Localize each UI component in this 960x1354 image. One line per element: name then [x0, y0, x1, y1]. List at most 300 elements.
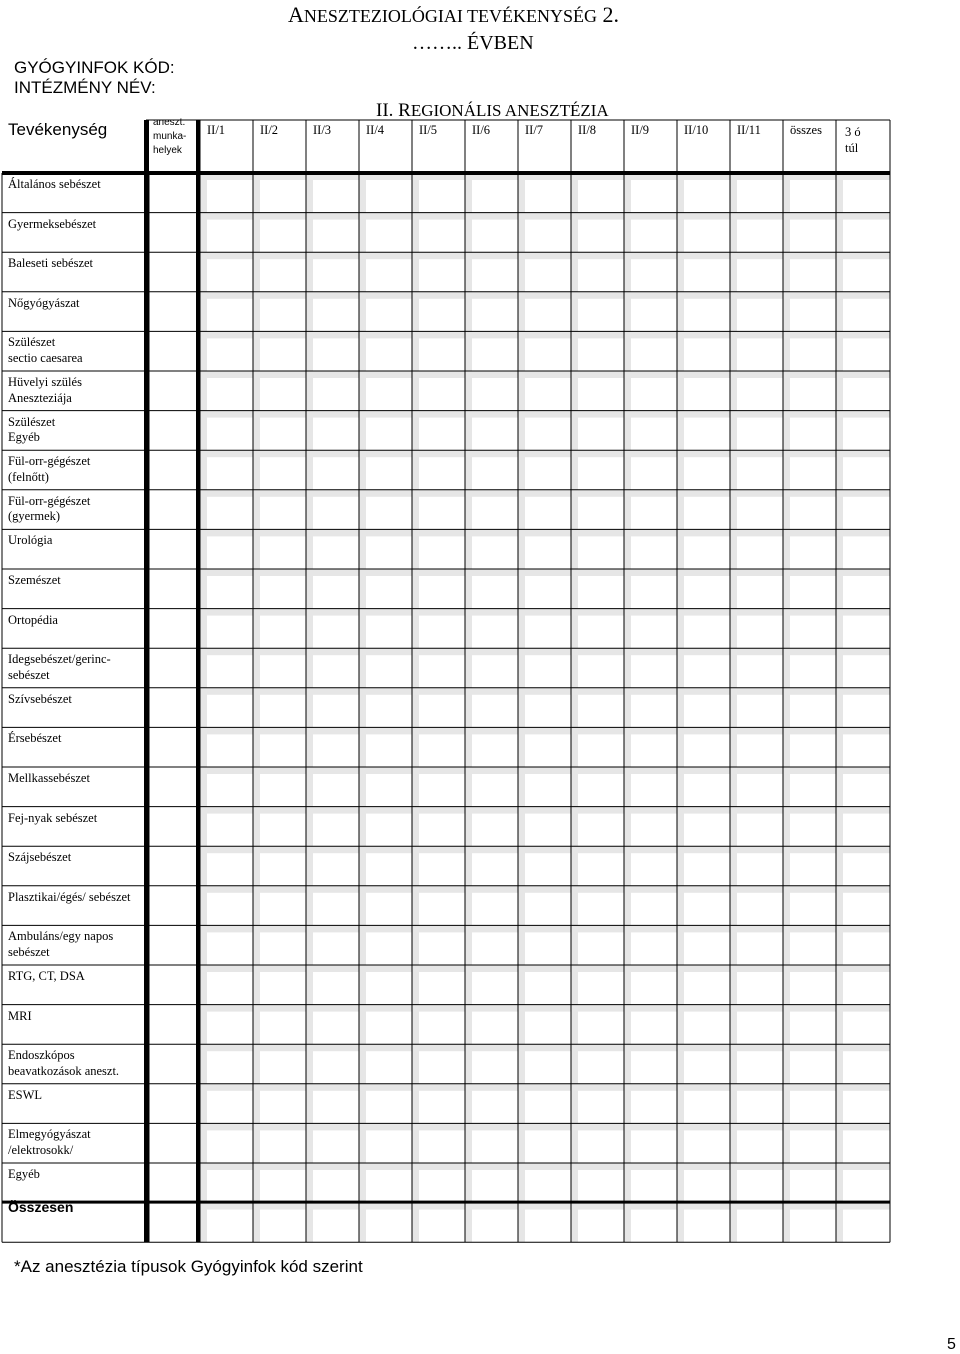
cell-box — [790, 774, 836, 807]
cell-box — [843, 616, 890, 649]
cell-box — [578, 259, 624, 292]
cell-box — [578, 1012, 624, 1045]
column-header: II/1 — [207, 123, 226, 137]
cell-box — [366, 536, 412, 569]
cell-box — [684, 536, 730, 569]
cell-box — [313, 734, 359, 767]
cell-box — [737, 814, 783, 847]
cell-box — [790, 1091, 836, 1124]
cell-box — [525, 378, 571, 411]
page-title: ANESZTEZIOLÓGIAI TEVÉKENYSÉG 2. — [288, 2, 620, 27]
cell-box — [578, 972, 624, 1005]
row-label — [8, 613, 58, 629]
cell-box — [790, 972, 836, 1005]
cell-box — [631, 180, 677, 213]
cell-box — [419, 774, 465, 807]
cell-box — [472, 932, 518, 965]
cell-box — [737, 616, 783, 649]
cell-box — [419, 695, 465, 728]
cell-box — [790, 299, 836, 332]
row-label-line: Gyermeksebészet — [8, 216, 97, 231]
cell-box — [366, 338, 412, 371]
cell-box — [525, 972, 571, 1005]
cell-box — [260, 1012, 306, 1045]
cell-box — [737, 497, 783, 530]
cell-box — [843, 814, 890, 847]
row-label-line: Fej-nyak sebészet — [8, 810, 98, 825]
row-label-line: Endoszkópos — [8, 1048, 75, 1063]
cell-box — [578, 457, 624, 490]
cell-box — [207, 1170, 253, 1203]
total-top-border — [2, 1201, 890, 1204]
cell-box — [790, 220, 836, 253]
cell-box — [631, 338, 677, 371]
cell-box — [684, 457, 730, 490]
cell-box — [790, 616, 836, 649]
cell-box — [790, 655, 836, 688]
cell-box — [631, 536, 677, 569]
row-label — [8, 454, 90, 485]
cell-box — [843, 774, 890, 807]
row-label-line: Szemészet — [8, 573, 61, 587]
row-label-line: Szívsebészet — [8, 691, 72, 706]
cell-box — [525, 932, 571, 965]
row-label — [8, 1167, 40, 1183]
cell-box — [366, 1170, 412, 1203]
total-row-label: Összesen — [8, 1199, 74, 1215]
row-label-line: Nőgyógyászat — [8, 295, 80, 310]
cell-box — [578, 299, 624, 332]
cell-box — [578, 378, 624, 411]
cell-box — [790, 378, 836, 411]
cell-box — [684, 655, 730, 688]
cell-box — [790, 893, 836, 926]
cell-box — [578, 1170, 624, 1203]
cell-box — [631, 734, 677, 767]
cell-box — [578, 893, 624, 926]
row-label-line: Baleseti sebészet — [8, 256, 94, 271]
cell-box — [472, 893, 518, 926]
cell-box — [207, 259, 253, 292]
cell-box — [737, 1012, 783, 1045]
cell-box — [737, 1210, 783, 1243]
cell-box — [313, 338, 359, 371]
cell-box — [684, 1170, 730, 1203]
row-label-line: Egyéb — [8, 1167, 40, 1181]
cell-box — [260, 418, 306, 451]
code-label: GYÓGYINFOK KÓD: — [14, 58, 175, 77]
row-label — [8, 573, 61, 589]
row-label — [8, 1009, 32, 1025]
cell-box — [843, 259, 890, 292]
row-label-line: sectio caesarea — [8, 350, 83, 365]
cell-box — [260, 220, 306, 253]
cell-box — [207, 1012, 253, 1045]
cell-box — [313, 220, 359, 253]
cell-box — [260, 695, 306, 728]
cell-box — [790, 259, 836, 292]
cell-box — [525, 180, 571, 213]
cell-box — [737, 1091, 783, 1124]
cell-box — [207, 497, 253, 530]
cell-box — [260, 893, 306, 926]
row-label — [8, 375, 82, 406]
cell-box — [790, 180, 836, 213]
cell-box — [631, 932, 677, 965]
cell-box — [260, 457, 306, 490]
cell-box — [260, 299, 306, 332]
year-line: …….. ÉVBEN — [412, 32, 534, 54]
footnote: *Az anesztézia típusok Gyógyinfok kód szerint — [14, 1257, 363, 1276]
cell-box — [525, 1170, 571, 1203]
cell-box — [525, 1091, 571, 1124]
cell-box — [419, 893, 465, 926]
cell-box — [631, 418, 677, 451]
cell-box — [260, 1091, 306, 1124]
row-label — [8, 969, 85, 985]
cell-box — [419, 497, 465, 530]
cell-box — [472, 616, 518, 649]
cell-box — [790, 497, 836, 530]
cell-box — [207, 1210, 253, 1243]
cell-box — [419, 972, 465, 1005]
column-header: II/7 — [525, 123, 544, 137]
cell-box — [843, 1091, 890, 1124]
row-label — [8, 929, 113, 960]
cell-box — [525, 734, 571, 767]
cell-box — [207, 1051, 253, 1084]
cell-box — [684, 616, 730, 649]
cell-box — [578, 1051, 624, 1084]
cell-box — [578, 774, 624, 807]
cell-box — [419, 655, 465, 688]
cell-box — [631, 1170, 677, 1203]
cell-box — [366, 1130, 412, 1163]
institution-label: INTÉZMÉNY NÉV: — [14, 78, 156, 97]
cell-box — [737, 220, 783, 253]
cell-box — [260, 616, 306, 649]
workplaces-header: aneszt. munka- helyek — [153, 117, 187, 156]
cell-box — [631, 220, 677, 253]
column-header: II/3 — [313, 123, 332, 137]
cell-box — [631, 893, 677, 926]
cell-box — [366, 576, 412, 609]
cell-box — [525, 497, 571, 530]
cell-box — [578, 338, 624, 371]
cell-box — [366, 972, 412, 1005]
cell-box — [790, 814, 836, 847]
cell-box — [419, 1012, 465, 1045]
cell-box — [472, 338, 518, 371]
cell-box — [843, 1012, 890, 1045]
cell-box — [578, 853, 624, 886]
row-label-line: (felnőtt) — [8, 469, 49, 484]
column-header: II/11 — [737, 123, 761, 137]
cell-box — [684, 418, 730, 451]
column-header: II/9 — [631, 123, 650, 137]
cell-box — [313, 932, 359, 965]
row-label-line: Fül-orr-gégészet — [8, 493, 91, 508]
cell-box — [737, 774, 783, 807]
cell-box — [843, 457, 890, 490]
cell-box — [525, 576, 571, 609]
cell-box — [843, 655, 890, 688]
cell-box — [684, 1091, 730, 1124]
cell-box — [419, 1091, 465, 1124]
row-label — [8, 731, 61, 747]
cell-box — [737, 1170, 783, 1203]
cell-box — [631, 457, 677, 490]
cell-box — [472, 299, 518, 332]
cell-box — [684, 853, 730, 886]
cell-box — [366, 734, 412, 767]
cell-box — [419, 814, 465, 847]
cell-box — [260, 338, 306, 371]
cell-box — [366, 853, 412, 886]
cell-box — [631, 1130, 677, 1163]
cell-box — [737, 893, 783, 926]
cell-box — [313, 536, 359, 569]
cell-box — [313, 1210, 359, 1243]
cell-box — [525, 893, 571, 926]
cell-box — [207, 932, 253, 965]
cell-box — [843, 1051, 890, 1084]
cell-box — [525, 1012, 571, 1045]
cell-box — [790, 1210, 836, 1243]
column-header: összes — [790, 123, 822, 137]
column-header: II/5 — [419, 123, 438, 137]
cell-box — [207, 418, 253, 451]
cell-box — [525, 536, 571, 569]
row-label-line: Elmegyógyászat — [8, 1127, 91, 1142]
cell-box — [790, 338, 836, 371]
cell-box — [207, 457, 253, 490]
row-label-line: RTG, CT, DSA — [8, 969, 85, 983]
cell-box — [684, 220, 730, 253]
cell-box — [684, 814, 730, 847]
cell-box — [419, 576, 465, 609]
row-label-line: Plasztikai/égés/ sebészet — [8, 889, 131, 904]
cell-box — [419, 1170, 465, 1203]
cell-box — [366, 259, 412, 292]
cell-box — [207, 655, 253, 688]
cell-box — [207, 616, 253, 649]
cell-box — [472, 259, 518, 292]
cell-box — [843, 695, 890, 728]
cell-box — [684, 180, 730, 213]
cell-box — [631, 576, 677, 609]
cell-box — [737, 655, 783, 688]
cell-box — [631, 972, 677, 1005]
cell-box — [207, 695, 253, 728]
cell-box — [472, 695, 518, 728]
row-label-line: Ambuláns/egy napos — [8, 929, 114, 944]
cell-box — [790, 1130, 836, 1163]
row-label — [8, 1048, 119, 1079]
cell-box — [313, 378, 359, 411]
cell-box — [631, 378, 677, 411]
row-label — [8, 177, 101, 193]
cell-box — [207, 1130, 253, 1163]
row-label — [8, 652, 111, 683]
cell-box — [790, 418, 836, 451]
cell-box — [472, 853, 518, 886]
cell-box — [684, 695, 730, 728]
cell-box — [419, 299, 465, 332]
row-label — [8, 256, 93, 272]
cell-box — [472, 1051, 518, 1084]
cell-box — [525, 853, 571, 886]
cell-box — [472, 418, 518, 451]
cell-box — [419, 457, 465, 490]
cell-box — [366, 418, 412, 451]
cell-box — [260, 734, 306, 767]
cell-box — [631, 1051, 677, 1084]
cell-box — [260, 497, 306, 530]
cell-box — [790, 734, 836, 767]
cell-box — [472, 774, 518, 807]
cell-box — [419, 1051, 465, 1084]
cell-box — [684, 1210, 730, 1243]
column-header: II/10 — [684, 123, 709, 137]
cell-box — [313, 259, 359, 292]
column-header: II/4 — [366, 123, 385, 137]
cell-box — [313, 1012, 359, 1045]
cell-box — [578, 576, 624, 609]
cell-box — [366, 299, 412, 332]
cell-box — [578, 655, 624, 688]
row-label — [8, 217, 96, 233]
cell-box — [313, 616, 359, 649]
page-number: 5 — [947, 1336, 956, 1353]
cell-box — [684, 972, 730, 1005]
cell-box — [313, 576, 359, 609]
cell-box — [525, 655, 571, 688]
cell-box — [790, 695, 836, 728]
row-label — [8, 692, 72, 708]
cell-box — [260, 774, 306, 807]
cell-box — [631, 853, 677, 886]
cell-box — [260, 378, 306, 411]
cell-box — [366, 616, 412, 649]
cell-box — [472, 180, 518, 213]
cell-box — [737, 299, 783, 332]
cell-box — [472, 1012, 518, 1045]
row-label-line: sebészet — [8, 944, 50, 959]
cell-box — [525, 616, 571, 649]
cell-box — [525, 299, 571, 332]
cell-box — [790, 576, 836, 609]
cell-box — [366, 1012, 412, 1045]
cell-box — [737, 972, 783, 1005]
cell-box — [737, 378, 783, 411]
row-label-line: Mellkassebészet — [8, 771, 90, 785]
cell-box — [313, 853, 359, 886]
cell-box — [843, 932, 890, 965]
cell-box — [737, 932, 783, 965]
row-label-line: Hüvelyi szülés — [8, 375, 82, 389]
cell-box — [843, 576, 890, 609]
cell-box — [578, 180, 624, 213]
cell-box — [525, 457, 571, 490]
row-label-line: Ortopédia — [8, 612, 58, 627]
cell-box — [207, 220, 253, 253]
cell-box — [843, 972, 890, 1005]
cell-box — [525, 774, 571, 807]
cell-box — [737, 695, 783, 728]
cell-box — [472, 457, 518, 490]
cell-box — [313, 299, 359, 332]
cell-box — [737, 180, 783, 213]
cell-box — [472, 536, 518, 569]
cell-box — [684, 259, 730, 292]
row-label-line: Szülészet — [8, 335, 56, 350]
cell-box — [684, 299, 730, 332]
cell-box — [366, 1210, 412, 1243]
cell-box — [207, 853, 253, 886]
row-label-line: beavatkozások aneszt. — [8, 1063, 120, 1078]
cell-box — [366, 774, 412, 807]
cell-box — [207, 576, 253, 609]
cell-box — [737, 576, 783, 609]
cell-box — [737, 734, 783, 767]
cell-box — [419, 1210, 465, 1243]
cell-box — [578, 695, 624, 728]
cell-box — [684, 1130, 730, 1163]
cell-box — [578, 497, 624, 530]
cell-box — [525, 1210, 571, 1243]
cell-box — [366, 497, 412, 530]
row-label — [8, 494, 90, 525]
cell-box — [419, 536, 465, 569]
cell-box — [843, 853, 890, 886]
cell-box — [419, 932, 465, 965]
cell-box — [843, 893, 890, 926]
cell-box — [578, 536, 624, 569]
cell-box — [260, 1170, 306, 1203]
row-label-line: MRI — [8, 1008, 32, 1023]
cell-box — [207, 299, 253, 332]
cell-box — [313, 1130, 359, 1163]
cell-box — [737, 1130, 783, 1163]
row-label — [8, 533, 52, 549]
cell-box — [472, 220, 518, 253]
cell-box — [366, 180, 412, 213]
cell-box — [737, 853, 783, 886]
section-title: II. REGIONÁLIS ANESZTÉZIA — [376, 100, 609, 121]
cell-box — [631, 616, 677, 649]
workplaces-separator — [196, 120, 200, 1242]
cell-box — [631, 1012, 677, 1045]
cell-box — [207, 378, 253, 411]
cell-box — [366, 695, 412, 728]
cell-box — [631, 774, 677, 807]
cell-box — [313, 497, 359, 530]
cell-box — [419, 853, 465, 886]
activity-separator — [144, 120, 149, 1242]
cell-box — [684, 378, 730, 411]
cell-box — [525, 814, 571, 847]
cell-box — [313, 774, 359, 807]
row-label — [8, 335, 83, 366]
cell-box — [419, 259, 465, 292]
cell-box — [419, 418, 465, 451]
cell-box — [419, 378, 465, 411]
cell-box — [684, 576, 730, 609]
cell-box — [313, 655, 359, 688]
cell-box — [525, 338, 571, 371]
cell-box — [631, 655, 677, 688]
